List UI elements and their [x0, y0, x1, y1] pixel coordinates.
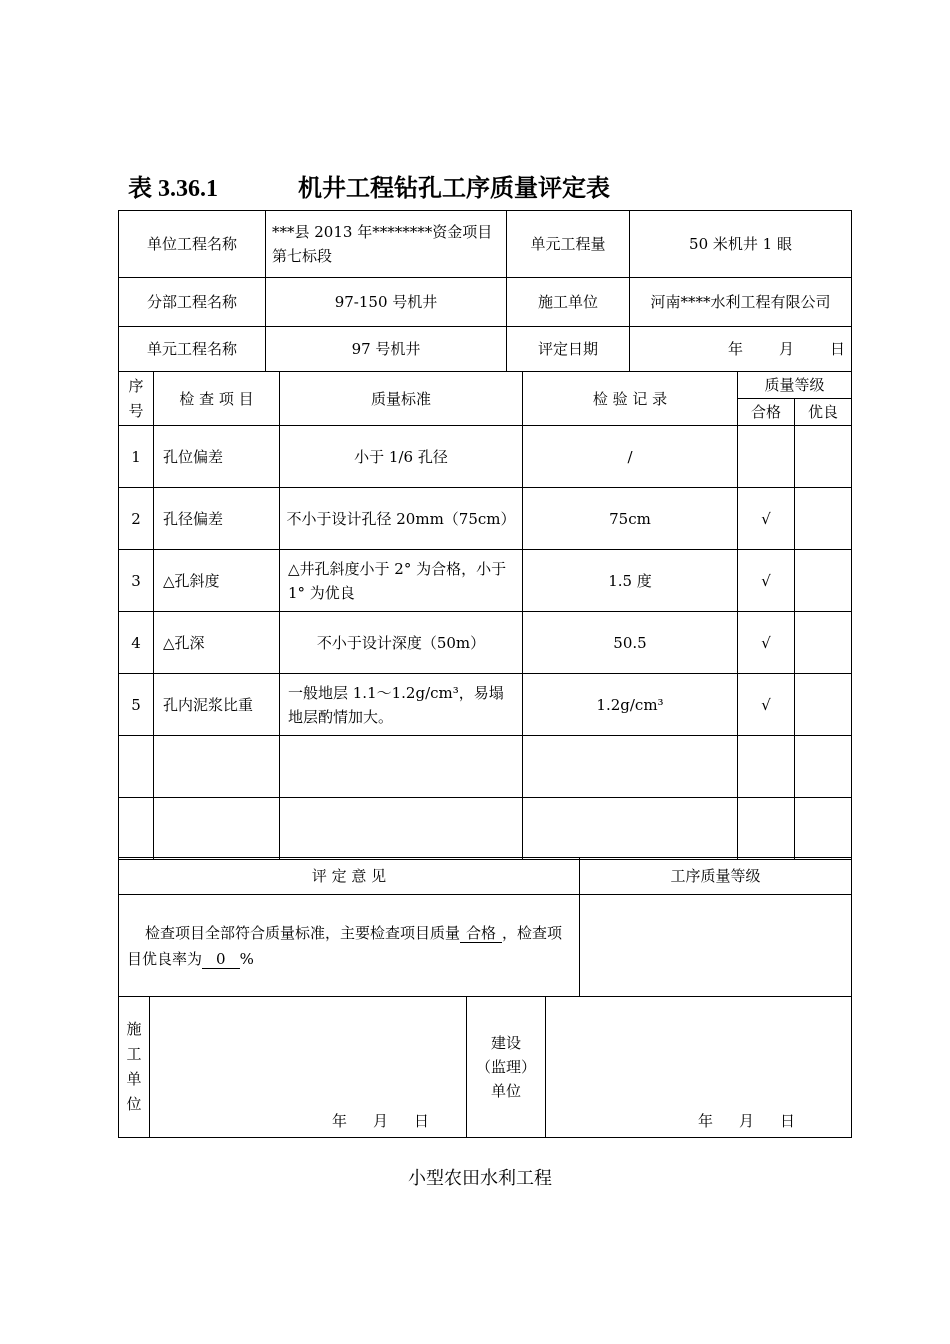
contractor-sign-label: 施工单位: [119, 997, 150, 1138]
table-row: [119, 550, 852, 612]
row-record: 75cm: [523, 488, 738, 550]
col-item-header: 检 查 项 目: [154, 372, 280, 426]
division-label: 分部工程名称: [119, 278, 266, 327]
eval-date-day: 日: [829, 340, 845, 358]
row-pass: √: [738, 612, 795, 674]
row-record: /: [523, 426, 738, 488]
row-seq: 4: [119, 612, 154, 674]
pass-value: 合格: [460, 924, 502, 943]
row-pass: [738, 798, 795, 860]
grade-value: [580, 895, 852, 997]
row-record: 1.2g/cm³: [523, 674, 738, 736]
header-table: [118, 210, 852, 372]
element-quantity-label: 单元工程量: [507, 211, 630, 278]
row-seq: 1: [119, 426, 154, 488]
col-standard-header: 质量标准: [280, 372, 523, 426]
row-excellent: [795, 426, 852, 488]
opinion-label: 评 定 意 见: [119, 858, 580, 895]
inspection-table: [118, 371, 852, 860]
row-item: 孔径偏差: [154, 488, 280, 550]
grade-label: 工序质量等级: [580, 858, 852, 895]
supervisor-sign-year: 年: [698, 1112, 714, 1130]
contractor-sign-area: [150, 997, 467, 1138]
contractor-sign-month: 月: [373, 1112, 389, 1130]
row-standard: 一般地层 1.1～1.2g/cm³，易塌地层酌情加大。: [280, 674, 523, 736]
row-pass: √: [738, 674, 795, 736]
col-record-header: 检 验 记 录: [523, 372, 738, 426]
row-standard: 不小于设计深度（50m）: [280, 612, 523, 674]
row-standard: [280, 798, 523, 860]
row-seq: [119, 798, 154, 860]
unit-project-value: ***县 2013 年********资金项目第七标段: [266, 211, 507, 278]
row-record: [523, 736, 738, 798]
row-standard: △井孔斜度小于 2° 为合格，小于 1° 为优良: [280, 550, 523, 612]
row-pass: √: [738, 488, 795, 550]
row-record: 50.5: [523, 612, 738, 674]
row-seq: 3: [119, 550, 154, 612]
row-excellent: [795, 798, 852, 860]
eval-date-label: 评定日期: [507, 327, 630, 372]
row-item: 孔位偏差: [154, 426, 280, 488]
row-item: [154, 798, 280, 860]
row-standard: [280, 736, 523, 798]
row-excellent: [795, 612, 852, 674]
row-item: [154, 736, 280, 798]
signature-table: [118, 996, 852, 1138]
rate-value: 0: [202, 950, 240, 969]
row-item: 孔内泥浆比重: [154, 674, 280, 736]
opinion-text: 检查项目全部符合质量标准，主要检查项目质量 合格 ，检查项目优良率为 0 %: [119, 895, 580, 997]
element-name-label: 单元工程名称: [119, 327, 266, 372]
table-row: [119, 798, 852, 860]
element-name-value: 97 号机井: [266, 327, 507, 372]
row-standard: 不小于设计孔径 20mm（75cm）: [280, 488, 523, 550]
row-excellent: [795, 488, 852, 550]
table-row: [119, 612, 852, 674]
row-pass: [738, 736, 795, 798]
col-seq-header: 序号: [119, 372, 154, 426]
row-excellent: [795, 550, 852, 612]
row-pass: √: [738, 550, 795, 612]
unit-project-label: 单位工程名称: [119, 211, 266, 278]
page-title: [128, 168, 828, 204]
supervisor-sign-area: [546, 997, 852, 1138]
contractor-value: 河南****水利工程有限公司: [630, 278, 852, 327]
row-seq: 5: [119, 674, 154, 736]
row-record: 1.5 度: [523, 550, 738, 612]
col-pass-header: 合格: [738, 399, 795, 426]
table-title: 机井工程钻孔工序质量评定表: [298, 173, 610, 202]
eval-date-year: 年: [727, 340, 743, 358]
contractor-sign-day: 日: [414, 1112, 430, 1130]
contractor-label: 施工单位: [507, 278, 630, 327]
row-seq: [119, 736, 154, 798]
table-number: 表 3.36.1: [128, 176, 218, 202]
table-row: [119, 674, 852, 736]
division-value: 97-150 号机井: [266, 278, 507, 327]
contractor-sign-year: 年: [332, 1112, 348, 1130]
eval-date-value: [630, 327, 852, 372]
row-pass: [738, 426, 795, 488]
row-item: △孔深: [154, 612, 280, 674]
eval-date-month: 月: [778, 340, 794, 358]
supervisor-sign-day: 日: [780, 1112, 796, 1130]
row-standard: 小于 1/6 孔径: [280, 426, 523, 488]
row-excellent: [795, 674, 852, 736]
element-quantity-value: 50 米机井 1 眼: [630, 211, 852, 278]
footer-text: 小型农田水利工程: [408, 1168, 552, 1189]
row-excellent: [795, 736, 852, 798]
supervisor-sign-month: 月: [739, 1112, 755, 1130]
row-record: [523, 798, 738, 860]
table-row: [119, 488, 852, 550]
col-grade-header: 质量等级: [738, 372, 852, 399]
row-seq: 2: [119, 488, 154, 550]
table-row: [119, 736, 852, 798]
table-row: [119, 426, 852, 488]
evaluation-table: [118, 857, 852, 997]
col-excellent-header: 优良: [795, 399, 852, 426]
row-item: △孔斜度: [154, 550, 280, 612]
supervisor-sign-label: 建设 （监理） 单位: [467, 997, 546, 1138]
